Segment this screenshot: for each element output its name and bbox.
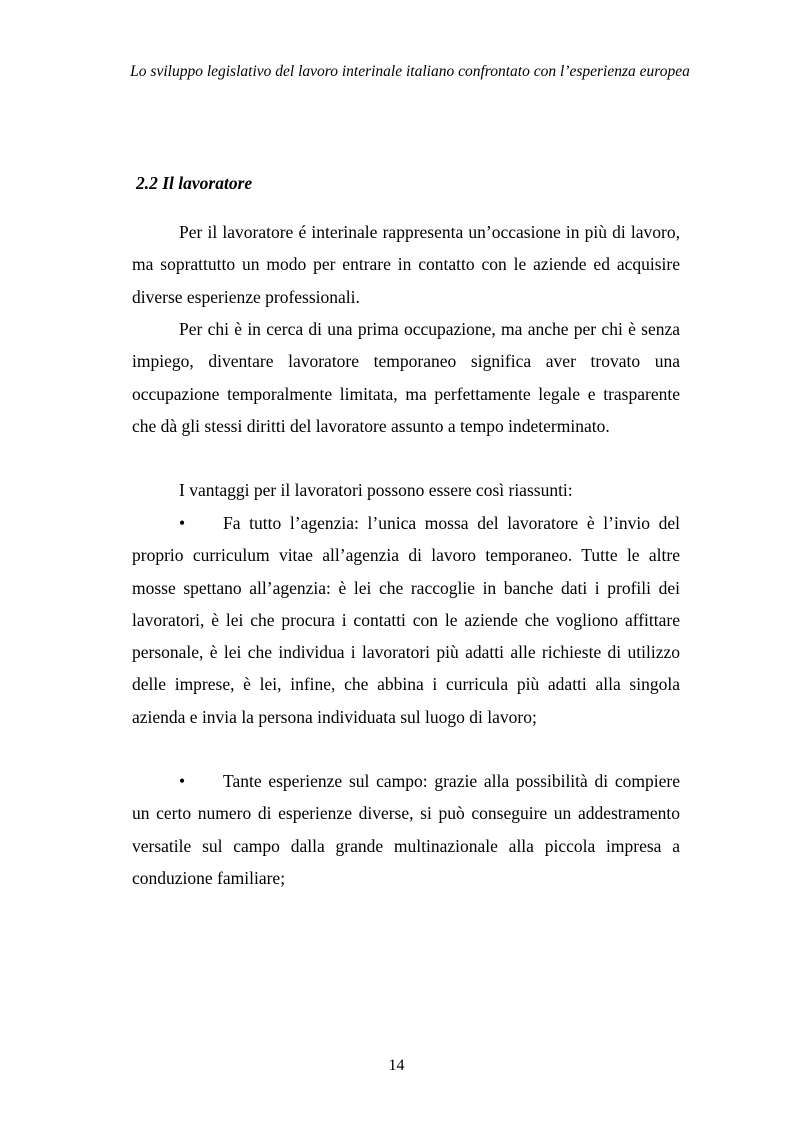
bullet-item-agency-text: Fa tutto l’agenzia: l’unica mossa del lavoratore è l’invio del proprio curriculum vitae all’agenzia di lavoro temporaneo. Tutte le altre mosse spettano all’agenzia: è lei che raccoglie in banche dati i profili dei lavoratori, è lei che procura i contatti con le aziende che vogliono affittare personale, è lei che individua i lavoratori più adatti alle richieste di utilizzo delle imprese, è lei, infine, che abbina i curricula più adatti alla singola azienda e invia la persona individuata sul luogo di lavoro; bbox=[132, 513, 680, 727]
paragraph-first-job: Per chi è in cerca di una prima occupazione, ma anche per chi è senza impiego, diventare lavoratore temporaneo significa aver trovato una occupazione temporalmente limitata, ma perfettamente legale e trasparente che dà gli stessi diritti del lavoratore assunto a tempo indeterminato. bbox=[132, 319, 680, 436]
bullet-icon: • bbox=[179, 513, 186, 533]
section-title: 2.2 Il lavoratore bbox=[136, 173, 253, 193]
running-header: Lo sviluppo legislativo del lavoro interinale italiano confrontato con l’esperienza europea bbox=[130, 63, 690, 80]
bullet-item-experiences bbox=[132, 765, 680, 894]
paragraph-advantages-intro: I vantaggi per il lavoratori possono essere così riassunti: bbox=[179, 480, 573, 500]
page-number: 14 bbox=[388, 1057, 405, 1074]
bullet-icon: • bbox=[179, 771, 186, 791]
bullet-item-agency bbox=[132, 507, 680, 733]
bullet-item-experiences-text: Tante esperienze sul campo: grazie alla possibilità di compiere un certo numero di esperienze diverse, si può conseguire un addestramento versatile sul campo dalla grande multinazionale alla piccola impresa a conduzione familiare; bbox=[132, 771, 680, 888]
paragraph-intro: Per il lavoratore é interinale rappresenta un’occasione in più di lavoro, ma soprattutto un modo per entrare in contatto con le aziende ed acquisire diverse esperienze professionali. bbox=[132, 222, 680, 307]
